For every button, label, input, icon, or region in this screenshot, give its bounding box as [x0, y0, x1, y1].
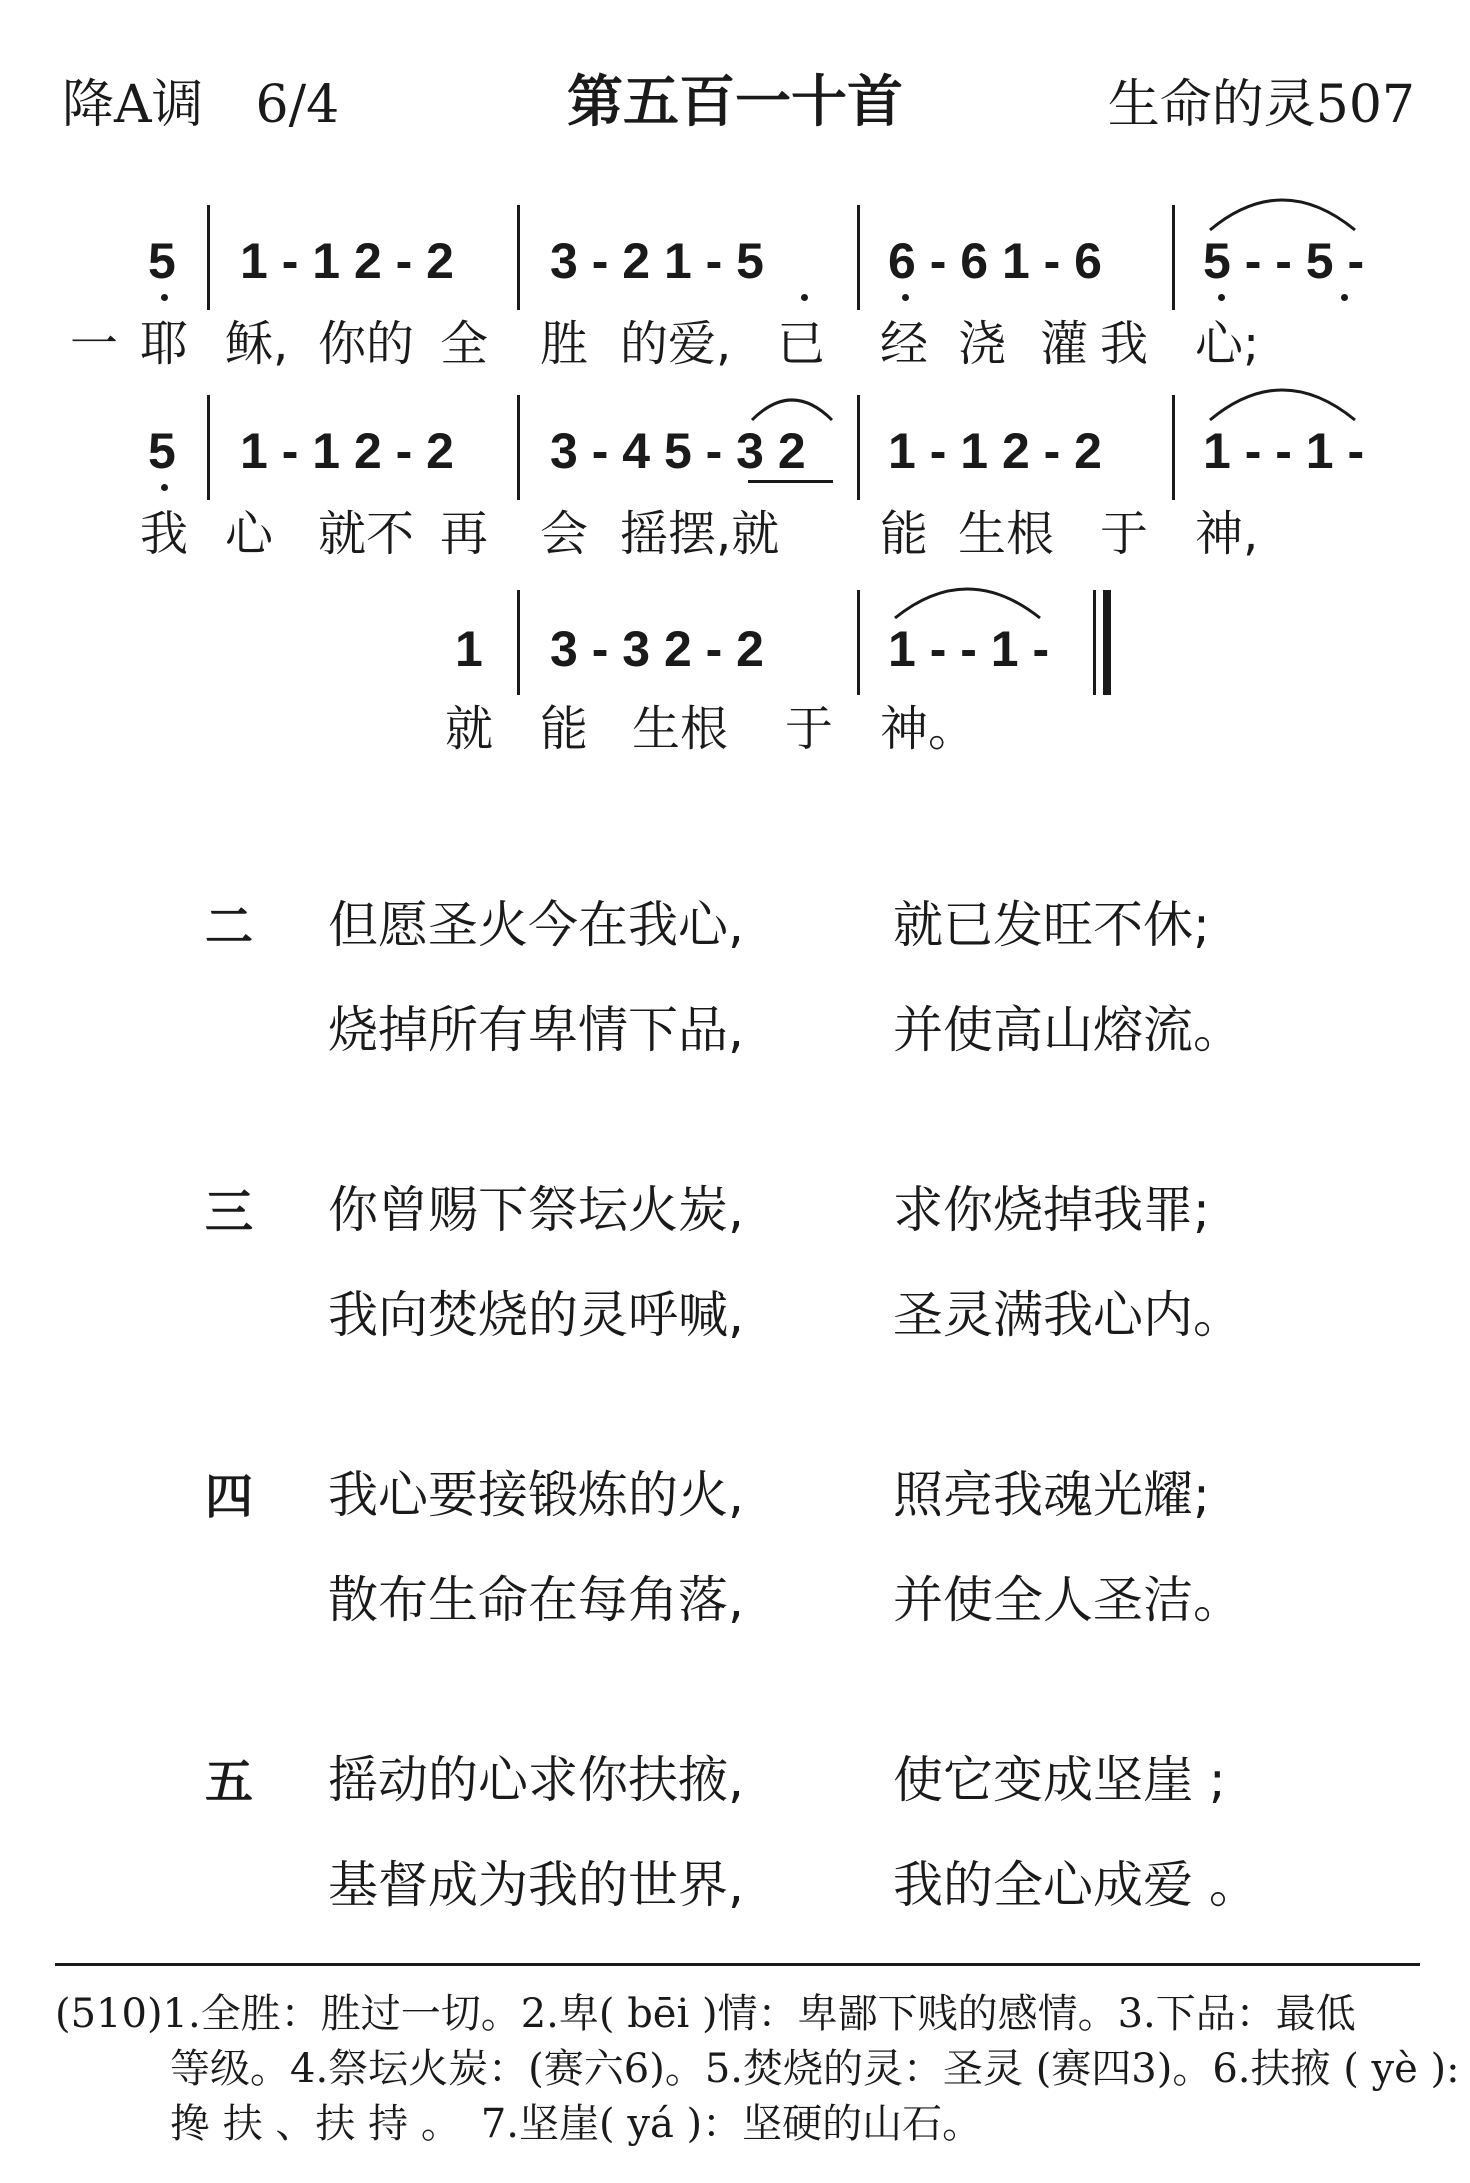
- measure-2: 3 - 2 1 - 5: [550, 233, 764, 289]
- lyric: 神,: [1195, 506, 1259, 562]
- verse-line: 烧掉所有卑情下品,: [328, 1001, 744, 1059]
- lyric: 全: [440, 316, 489, 372]
- lyric: 会: [540, 506, 589, 562]
- lyric: 就不: [318, 506, 415, 562]
- lyric: 经: [880, 316, 929, 372]
- verse-number: 二: [205, 899, 254, 955]
- verse-line: 就已发旺不休;: [893, 896, 1210, 954]
- measure-1: 1 - 1 2 - 2: [240, 423, 454, 479]
- verse-number: 五: [205, 1754, 254, 1810]
- measure-4: 5 - - 5 -: [1203, 233, 1365, 289]
- lyric: 能: [880, 506, 929, 562]
- verse-line: 求你烧掉我罪;: [893, 1181, 1210, 1239]
- lyric: 稣,: [225, 316, 289, 372]
- measure-1: 1 - 1 2 - 2: [240, 233, 454, 289]
- slur-marks: [0, 0, 1470, 760]
- lyric: 我: [1100, 316, 1149, 372]
- verse-line: 照亮我魂光耀;: [893, 1466, 1210, 1524]
- lyric: 我: [140, 506, 189, 562]
- lyric: 生根: [958, 506, 1055, 562]
- lyric: 于: [1100, 506, 1149, 562]
- lyric: 灌: [1040, 316, 1089, 372]
- measure-3: 1 - 1 2 - 2: [888, 423, 1102, 479]
- lyric: 胜: [540, 316, 589, 372]
- footnote-line-1: (510)1.全胜：胜过一切。2.卑( bēi )情：卑鄙下贱的感情。3.下品：最低: [55, 1991, 1356, 2037]
- footnote-line-3: 搀 扶 、扶 持 。 7.坚崖( yá )：坚硬的山石。: [170, 2101, 983, 2147]
- verse-line: 散布生命在每角落,: [328, 1571, 744, 1629]
- note-pickup: 1: [455, 621, 483, 677]
- measure-4: 1 - - 1 -: [1203, 423, 1365, 479]
- tie-line3-m2: [895, 589, 1040, 618]
- verse-line: 我向焚烧的灵呼喊,: [328, 1286, 744, 1344]
- verse-line: 使它变成坚崖 ;: [893, 1751, 1226, 1809]
- verse-line: 圣灵满我心内。: [893, 1286, 1243, 1344]
- verse-line: 并使全人圣洁。: [893, 1571, 1243, 1629]
- measure-2: 1 - - 1 -: [888, 621, 1050, 677]
- lyric: 心: [225, 506, 274, 562]
- lyric: 耶: [140, 316, 189, 372]
- lyric: 浇: [958, 316, 1007, 372]
- note-pickup: 5: [148, 233, 176, 289]
- hymn-reference: 生命的灵507: [1107, 75, 1415, 135]
- tie-line2-m4: [1210, 390, 1355, 420]
- verse-line: 摇动的心求你扶掖,: [328, 1751, 744, 1809]
- verse-line: 你曾赐下祭坛火炭,: [328, 1181, 744, 1239]
- lyric: 于: [785, 701, 834, 757]
- measure-2: 3 - 4 5 - 3 2: [550, 423, 806, 479]
- verse-number: 四: [205, 1469, 254, 1525]
- measure-1: 3 - 3 2 - 2: [550, 621, 764, 677]
- verse-line: 我的全心成爱 。: [893, 1856, 1259, 1914]
- verse-line: 但愿圣火今在我心,: [328, 896, 744, 954]
- verse-number: 三: [205, 1184, 254, 1240]
- lyric: 生根: [632, 701, 729, 757]
- verse-line: 基督成为我的世界,: [328, 1856, 744, 1914]
- tie-line1-m4: [1210, 200, 1355, 230]
- lyric: 心;: [1195, 316, 1260, 372]
- measure-3: 6 - 6 1 - 6: [888, 233, 1102, 289]
- footnote-line-2: 等级。4.祭坛火炭：(赛六6)。5.焚烧的灵：圣灵 (赛四3)。6.扶掖 ( yè ):: [170, 2046, 1460, 2092]
- lyric: 的爱,: [620, 316, 732, 372]
- lyric: 摇摆,就: [620, 506, 780, 562]
- lyric: 能: [540, 701, 589, 757]
- key-signature: 降A调 6/4: [62, 75, 340, 135]
- verse-line: 并使高山熔流。: [893, 1001, 1243, 1059]
- lyric: 你的: [318, 316, 415, 372]
- slur-line2-m2: [752, 400, 832, 420]
- footnote-divider: [55, 1963, 1420, 1966]
- note-pickup: 5: [148, 423, 176, 479]
- lyric: 再: [440, 506, 489, 562]
- verse-line: 我心要接锻炼的火,: [328, 1466, 744, 1524]
- lyric: 就: [445, 701, 494, 757]
- lyric: 一: [70, 316, 119, 372]
- lyric: 神。: [880, 701, 977, 757]
- hymn-title: 第五百一十首: [567, 70, 903, 135]
- lyric: 已: [777, 316, 826, 372]
